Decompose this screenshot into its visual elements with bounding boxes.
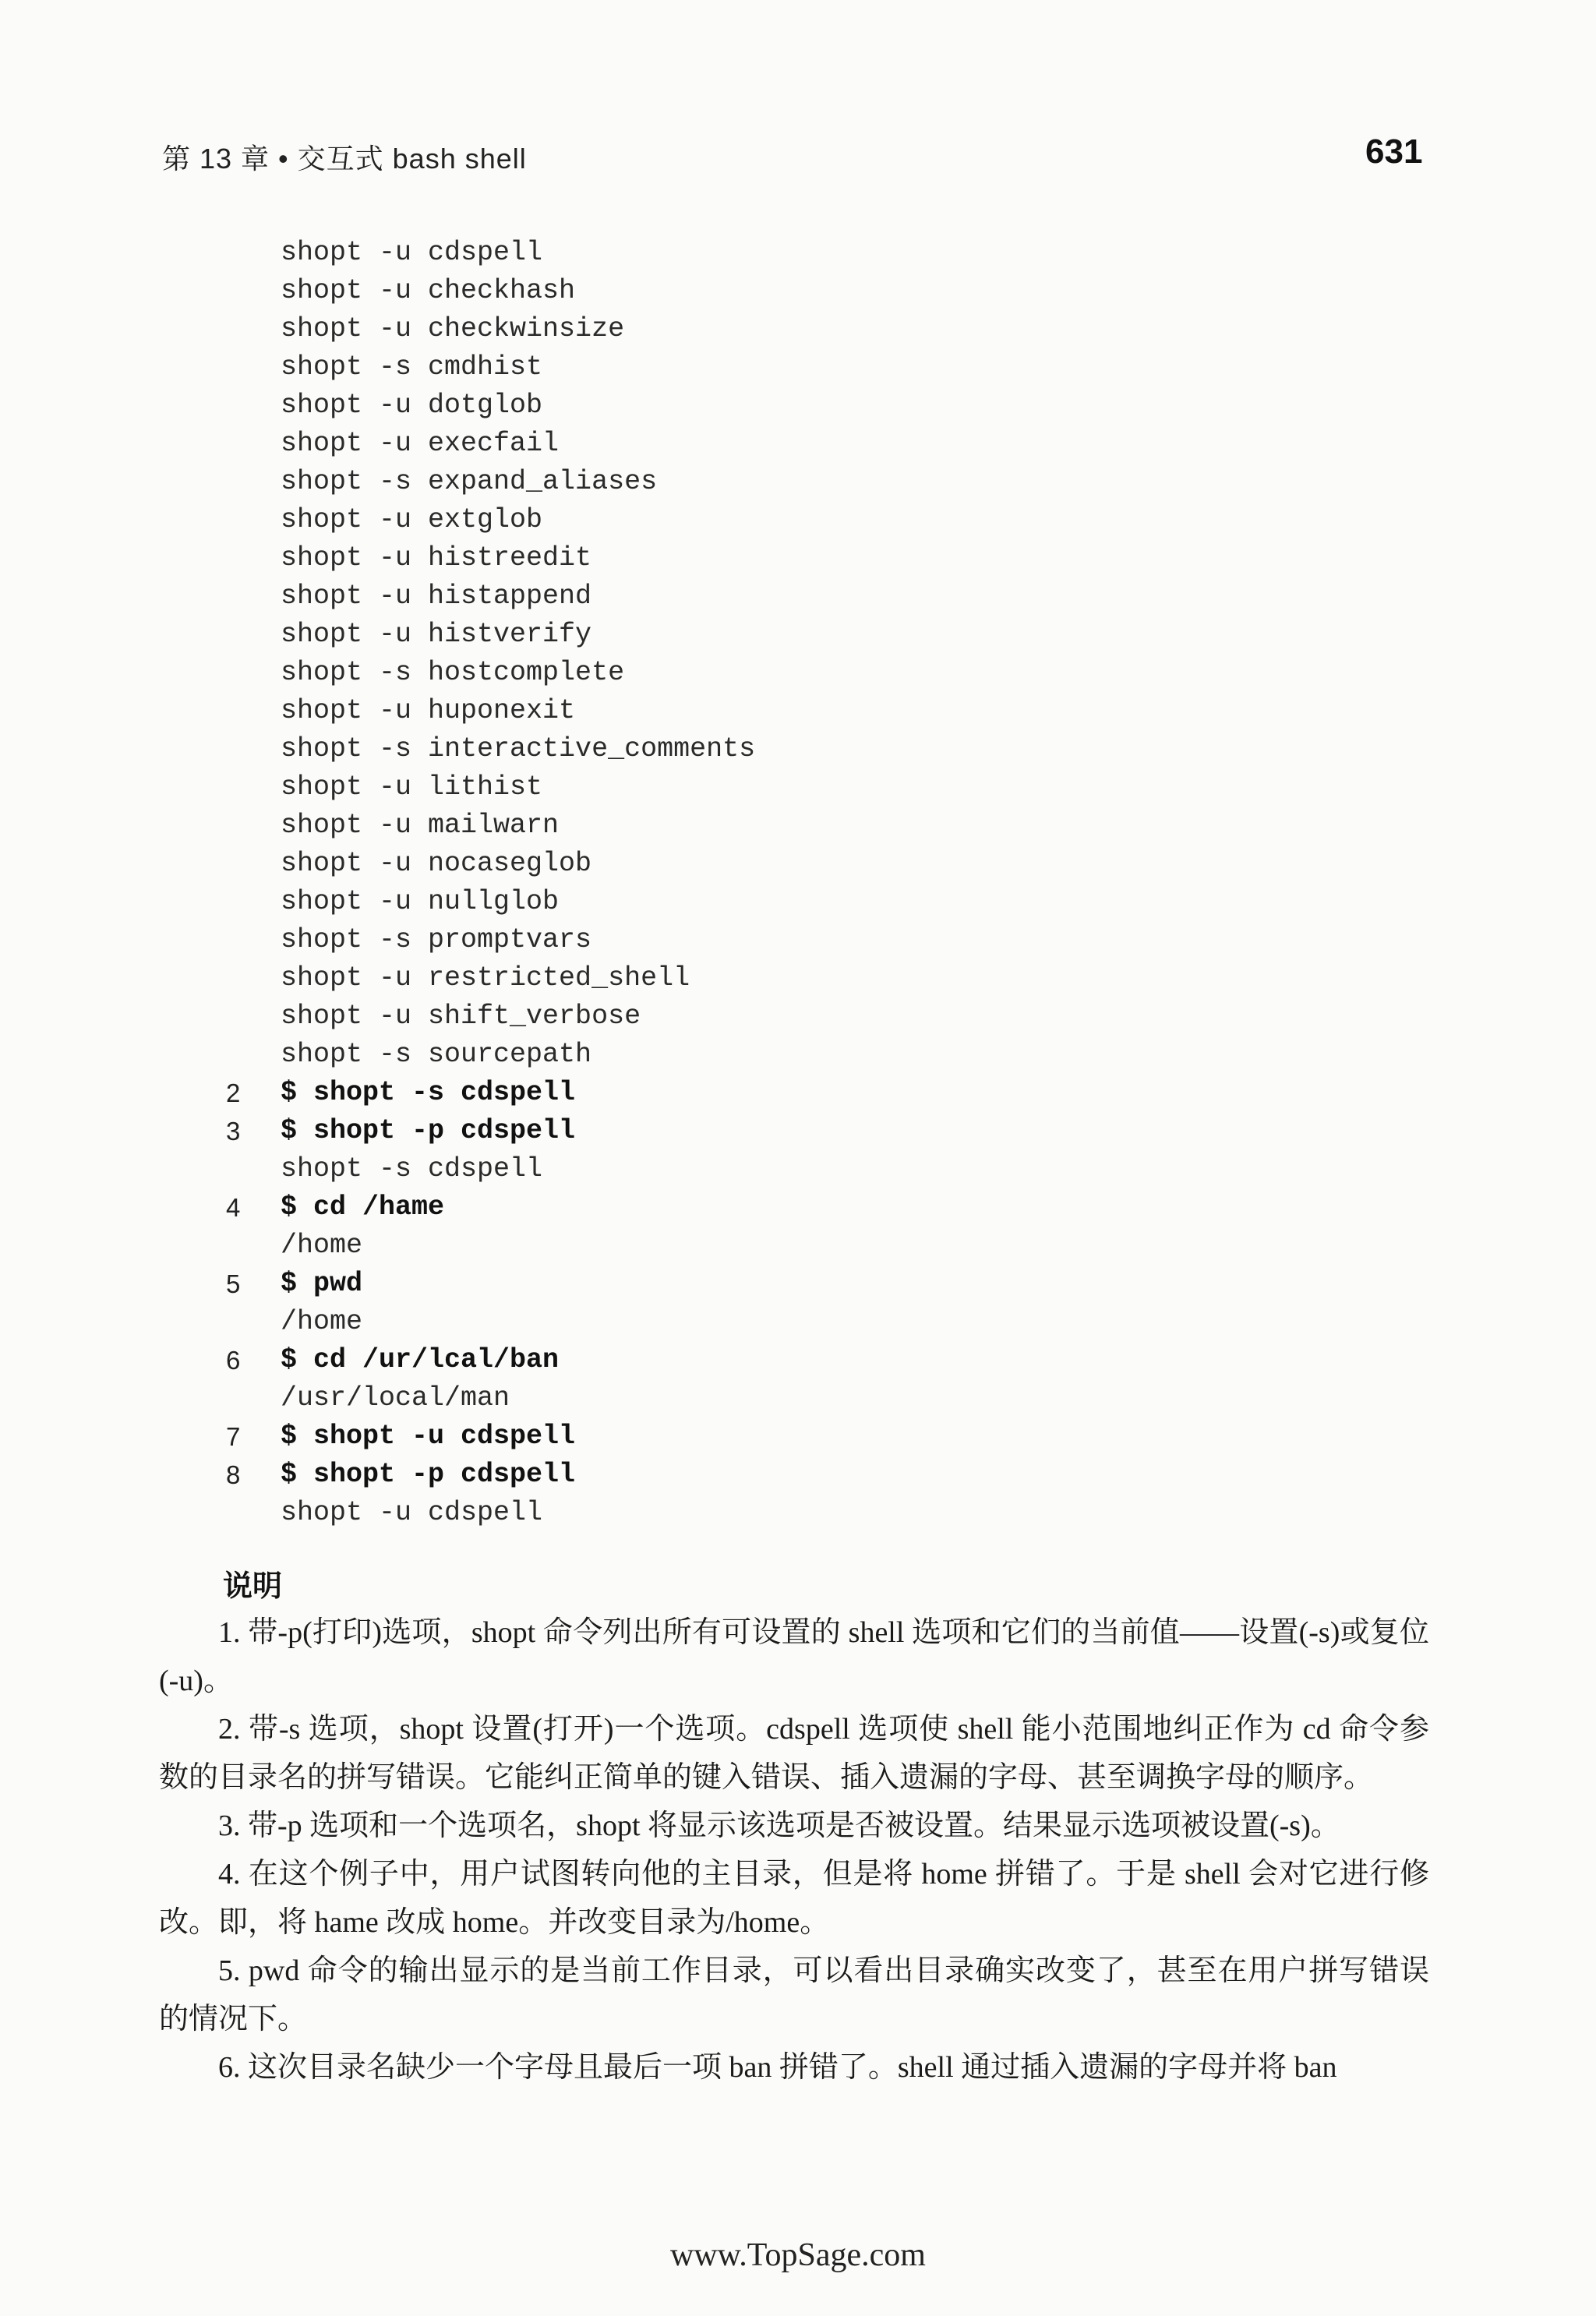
code-line (226, 1227, 1442, 1265)
line-number (226, 616, 281, 654)
line-number (226, 959, 281, 997)
footer-watermark: www.TopSage.com (670, 2237, 926, 2273)
line-number (226, 425, 281, 463)
code-text: shopt -u extglob (281, 504, 543, 535)
code-line (226, 425, 1442, 463)
code-text: shopt -u histreedit (281, 542, 592, 574)
line-number (226, 501, 281, 539)
code-text: $ shopt -p cdspell (281, 1459, 576, 1490)
note-paragraph: 1. 带-p(打印)选项，shopt 命令列出所有可设置的 shell 选项和它们的当前值——设置(-s)或复位(-u)。 (159, 1616, 1429, 1697)
note-paragraph: 6. 这次目录名缺少一个字母且最后一项 ban 拼错了。shell 通过插入遗漏的字母并将 ban (218, 2051, 1337, 2084)
line-number: 4 (226, 1193, 241, 1222)
code-line (226, 1036, 1442, 1074)
line-number (226, 234, 281, 272)
code-text: /home (281, 1230, 363, 1261)
line-number (226, 310, 281, 348)
code-line (226, 883, 1442, 921)
note-paragraph: 5. pwd 命令的输出显示的是当前工作目录，可以看出目录确实改变了，甚至在用户拼写错误的情况下。 (159, 1954, 1429, 2035)
line-number (226, 387, 281, 425)
code-line (226, 997, 1442, 1036)
code-line (226, 577, 1442, 616)
notes-heading: 说明 (223, 1569, 283, 1603)
code-text: shopt -u checkhash (281, 275, 576, 306)
line-number (226, 654, 281, 692)
code-line (226, 387, 1442, 425)
code-text: $ shopt -s cdspell (281, 1077, 576, 1108)
code-line (226, 730, 1442, 768)
code-text: shopt -u restricted_shell (281, 962, 690, 994)
running-header: 第 13 章 • 交互式 bash shell (162, 143, 527, 175)
line-number (226, 348, 281, 387)
code-text: $ shopt -p cdspell (281, 1115, 576, 1146)
line-number (226, 921, 281, 959)
code-line (226, 959, 1442, 997)
code-line (226, 1341, 1442, 1379)
line-number: 6 (226, 1346, 241, 1375)
line-number (226, 272, 281, 310)
code-text: /home (281, 1306, 363, 1337)
code-line (226, 1112, 1442, 1150)
code-line (226, 768, 1442, 807)
note-paragraph: 3. 带-p 选项和一个选项名，shopt 将显示该选项是否被设置。结果显示选项被设置(-s)。 (218, 1809, 1340, 1842)
code-text: shopt -s expand_aliases (281, 466, 658, 497)
code-text: shopt -u histappend (281, 581, 592, 612)
code-text: shopt -s cmdhist (281, 351, 543, 383)
code-line (226, 692, 1442, 730)
line-number (226, 1227, 281, 1265)
line-number (226, 768, 281, 807)
line-number (226, 807, 281, 845)
code-text: $ cd /ur/lcal/ban (281, 1344, 560, 1375)
code-line (226, 1265, 1442, 1303)
code-line (226, 501, 1442, 539)
code-text: shopt -u nullglob (281, 886, 560, 917)
code-line (226, 539, 1442, 577)
line-number (226, 577, 281, 616)
code-text: shopt -u dotglob (281, 390, 543, 421)
code-text: shopt -u lithist (281, 771, 543, 803)
code-text: $ pwd (281, 1268, 363, 1299)
line-number: 2 (226, 1079, 241, 1107)
code-line (226, 1456, 1442, 1494)
code-text: shopt -u execfail (281, 428, 560, 459)
code-line (226, 234, 1442, 272)
code-line (226, 1150, 1442, 1188)
code-line (226, 348, 1442, 387)
code-text: shopt -u histverify (281, 619, 592, 650)
code-text: shopt -u cdspell (281, 237, 543, 268)
line-number (226, 1150, 281, 1188)
code-text: shopt -u checkwinsize (281, 313, 625, 344)
line-number: 8 (226, 1460, 241, 1489)
line-number (226, 730, 281, 768)
line-number: 7 (226, 1422, 241, 1451)
code-text: shopt -u cdspell (281, 1497, 543, 1528)
note-paragraph: 4. 在这个例子中，用户试图转向他的主目录，但是将 home 拼错了。于是 shell 会对它进行修改。即，将 hame 改成 home。并改变目录为/home。 (159, 1858, 1429, 1939)
code-line (226, 1494, 1442, 1532)
code-text: shopt -s sourcepath (281, 1039, 592, 1070)
code-line (226, 654, 1442, 692)
code-text: $ shopt -u cdspell (281, 1421, 576, 1452)
line-number (226, 1303, 281, 1341)
code-text: /usr/local/man (281, 1382, 510, 1414)
line-number (226, 692, 281, 730)
code-line (226, 1074, 1442, 1112)
note-paragraph: 2. 带-s 选项，shopt 设置(打开)一个选项。cdspell 选项使 shell 能小范围地纠正作为 cd 命令参数的目录名的拼写错误。它能纠正简单的键入错误、插入遗漏的字母、甚至调换字母的顺序。 (159, 1713, 1429, 1794)
line-number: 3 (226, 1117, 241, 1146)
code-text: shopt -u mailwarn (281, 810, 560, 841)
code-text: shopt -s hostcomplete (281, 657, 625, 688)
line-number (226, 1036, 281, 1074)
code-line (226, 807, 1442, 845)
code-text: shopt -u huponexit (281, 695, 576, 726)
code-line (226, 1188, 1442, 1227)
code-line (226, 921, 1442, 959)
line-number (226, 1494, 281, 1532)
code-line (226, 310, 1442, 348)
page-number: 631 (1365, 132, 1423, 171)
notes-body (159, 1608, 1429, 2092)
line-number: 5 (226, 1269, 241, 1298)
code-line (226, 272, 1442, 310)
line-number (226, 997, 281, 1036)
line-number (226, 463, 281, 501)
code-text: $ cd /hame (281, 1192, 445, 1223)
code-line (226, 845, 1442, 883)
code-text: shopt -u shift_verbose (281, 1001, 641, 1032)
code-listing (226, 234, 1442, 1532)
line-number (226, 883, 281, 921)
line-number (226, 845, 281, 883)
code-line (226, 1303, 1442, 1341)
code-line (226, 1417, 1442, 1456)
line-number (226, 539, 281, 577)
code-text: shopt -s promptvars (281, 924, 592, 955)
code-text: shopt -s cdspell (281, 1153, 543, 1184)
code-line (226, 1379, 1442, 1417)
code-line (226, 463, 1442, 501)
code-text: shopt -s interactive_comments (281, 733, 756, 764)
code-text: shopt -u nocaseglob (281, 848, 592, 879)
line-number (226, 1379, 281, 1417)
code-line (226, 616, 1442, 654)
